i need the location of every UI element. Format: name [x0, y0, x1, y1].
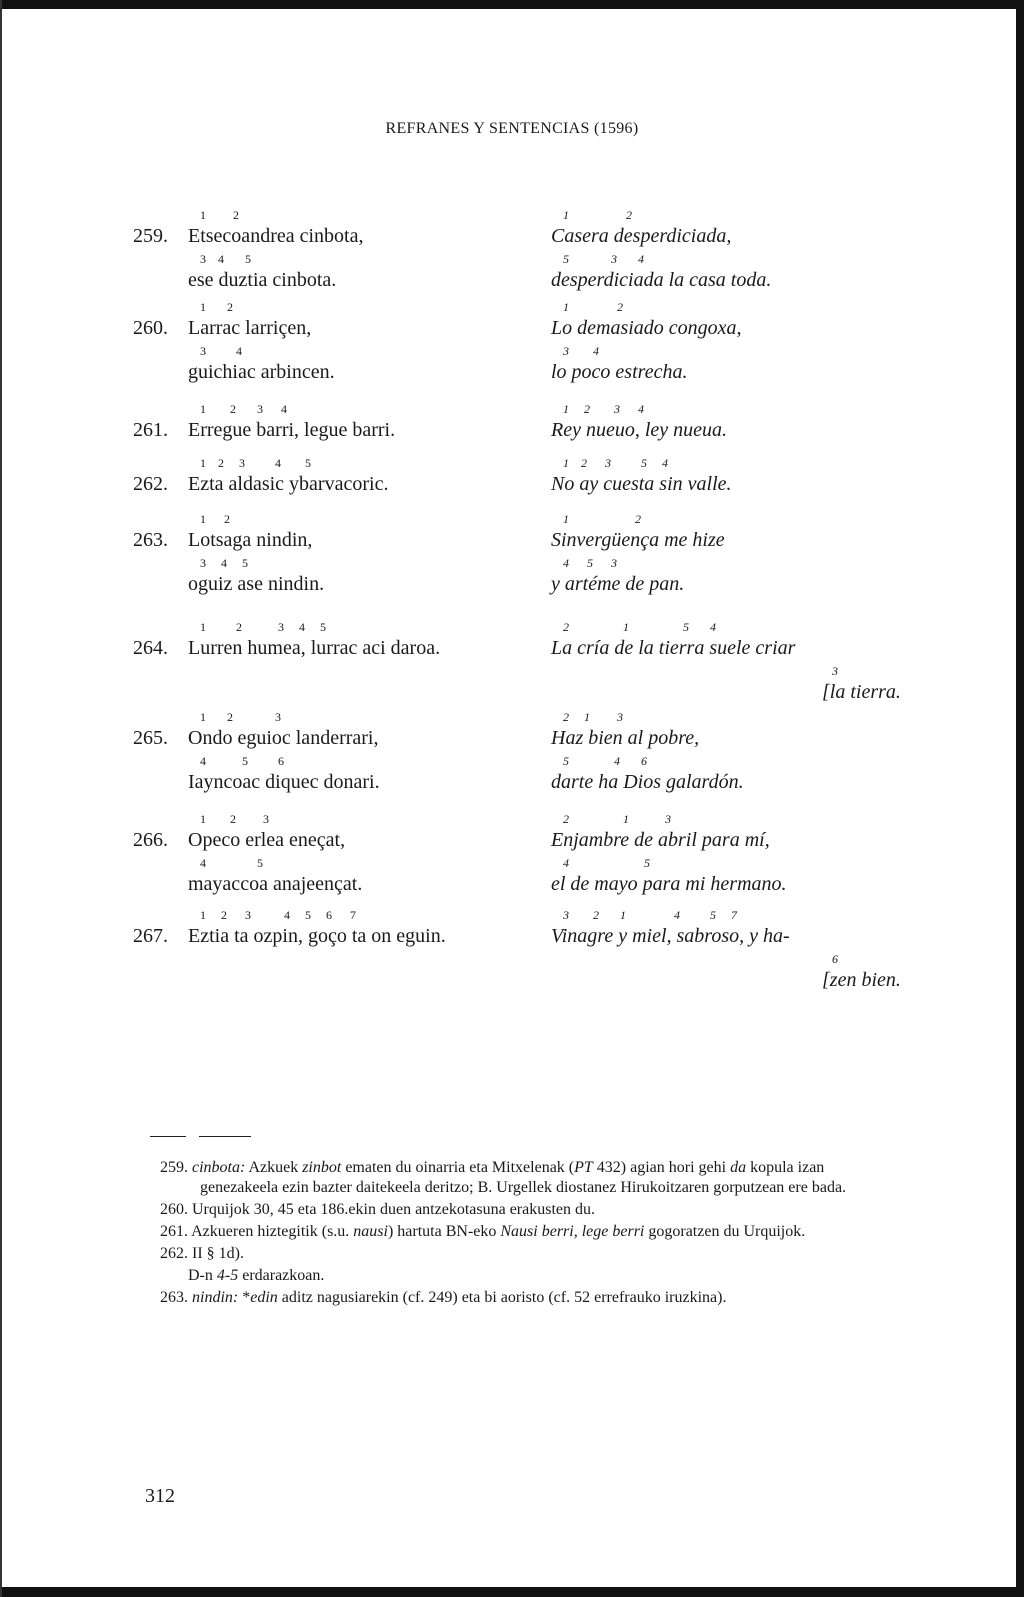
spanish-word-order-markers: 3 4 — [563, 344, 599, 358]
spanish-word-order-markers: 1 2 3 5 4 — [563, 456, 668, 470]
footnote-text: D-n — [188, 1267, 217, 1284]
spanish-word-order-markers: 1 2 — [563, 208, 632, 222]
spanish-word-order-markers: 4 5 3 — [563, 556, 617, 570]
spanish-word-order-markers: 5 3 4 — [563, 252, 644, 266]
footnote-text: ematen du oinarria eta Mitxelenak ( — [341, 1159, 575, 1176]
footnote-text: Nausi berri, lege berri — [500, 1223, 645, 1240]
basque-word-order-markers: 3 4 — [200, 344, 242, 358]
footnote — [160, 1158, 900, 1198]
running-header: REFRANES Y SENTENCIAS (1596) — [385, 120, 639, 137]
basque-word-order-markers: 1 2 3 4 — [200, 402, 287, 416]
spanish-word-order-markers: 4 5 — [563, 856, 650, 870]
footnote-text: gogoratzen du Urquijok. — [644, 1223, 806, 1240]
basque-word-order-markers: 1 2 — [200, 300, 233, 314]
spanish-word-order-markers: 1 2 — [563, 300, 623, 314]
footnote-text: cinbota: — [192, 1159, 246, 1176]
basque-word-order-markers: 1 2 3 — [200, 710, 281, 724]
spanish-word-order-markers: 5 4 6 — [563, 754, 647, 768]
footnote — [160, 1200, 900, 1220]
spanish-word-order-markers: 6 — [832, 952, 838, 966]
page-number: 312 — [145, 1485, 175, 1507]
footnote-text: PT — [574, 1159, 593, 1176]
footnote-text: nindin: — [192, 1289, 239, 1306]
footnote-text: edin — [250, 1289, 278, 1306]
basque-word-order-markers: 1 2 — [200, 512, 230, 526]
footnote-text: aditz nagusiarekin (cf. 249) eta bi aoristo (cf. 52 errefrauko iruzkina). — [277, 1289, 727, 1306]
footnote — [160, 1244, 900, 1264]
basque-word-order-markers: 3 4 5 — [200, 556, 248, 570]
footnote-text: Azkueren hiztegitik (s.u. — [191, 1223, 354, 1240]
footnote — [160, 1266, 900, 1286]
footnote-text: kopula izan genezakeela ezin bazter daitekeela deritzo; B. Urgellek diostanez Hirukoitzaren gorputzean ere bada. — [200, 1159, 847, 1196]
footnote — [160, 1288, 900, 1308]
basque-word-order-markers: 1 2 3 — [200, 812, 269, 826]
spanish-word-order-markers: 2 1 3 — [563, 812, 671, 826]
page-border-bottom — [0, 1587, 1024, 1597]
basque-word-order-markers: 1 2 3 4 5 6 7 — [200, 908, 356, 922]
footnote-number: 263. — [160, 1289, 192, 1306]
footnote-text: 432) agian hori gehi — [592, 1159, 731, 1176]
footnotes — [160, 1158, 900, 1310]
basque-word-order-markers: 1 2 3 4 5 — [200, 620, 326, 634]
spanish-word-order-markers: 2 1 3 — [563, 710, 623, 724]
page-border-left — [0, 0, 2, 1597]
footnote-text: ) hartuta BN-eko — [387, 1223, 501, 1240]
spanish-word-order-markers: 1 2 — [563, 512, 641, 526]
footnote-rule — [199, 1136, 251, 1137]
spanish-word-order-markers: 3 2 1 4 5 7 — [563, 908, 737, 922]
footnote-number: 261. — [160, 1223, 192, 1240]
footnote-text: zinbot — [302, 1159, 342, 1176]
spanish-word-order-markers: 1 2 3 4 — [563, 402, 644, 416]
footnote-text: nausi — [353, 1223, 388, 1240]
spanish-word-order-markers: 2 1 5 4 — [563, 620, 716, 634]
footnote-text: Urquijok 30, 45 eta 186.ekin duen antzekotasuna erakusten du. — [192, 1201, 595, 1218]
footnote — [160, 1222, 900, 1242]
spanish-word-order-markers: 3 — [832, 664, 838, 678]
footnote-text: * — [238, 1289, 251, 1306]
footnote-number: 260. — [160, 1201, 192, 1218]
footnote-text: erdarazkoan. — [238, 1267, 325, 1284]
basque-word-order-markers: 1 2 — [200, 208, 239, 222]
basque-word-order-markers: 1 2 3 4 5 — [200, 456, 311, 470]
basque-word-order-markers: 4 5 — [200, 856, 263, 870]
basque-word-order-markers: 4 5 6 — [200, 754, 284, 768]
footnote-text: Azkuek — [245, 1159, 303, 1176]
page-border-right — [1016, 0, 1024, 1597]
footnote-text: da — [730, 1159, 747, 1176]
page-border-top — [0, 0, 1024, 9]
footnote-number: 259. — [160, 1159, 192, 1176]
footnote-number: 262. — [160, 1245, 192, 1262]
footnote-text: II § 1d). — [192, 1245, 244, 1262]
footnote-text: 4-5 — [216, 1267, 239, 1284]
basque-word-order-markers: 3 4 5 — [200, 252, 251, 266]
footnote-rule — [150, 1136, 186, 1137]
